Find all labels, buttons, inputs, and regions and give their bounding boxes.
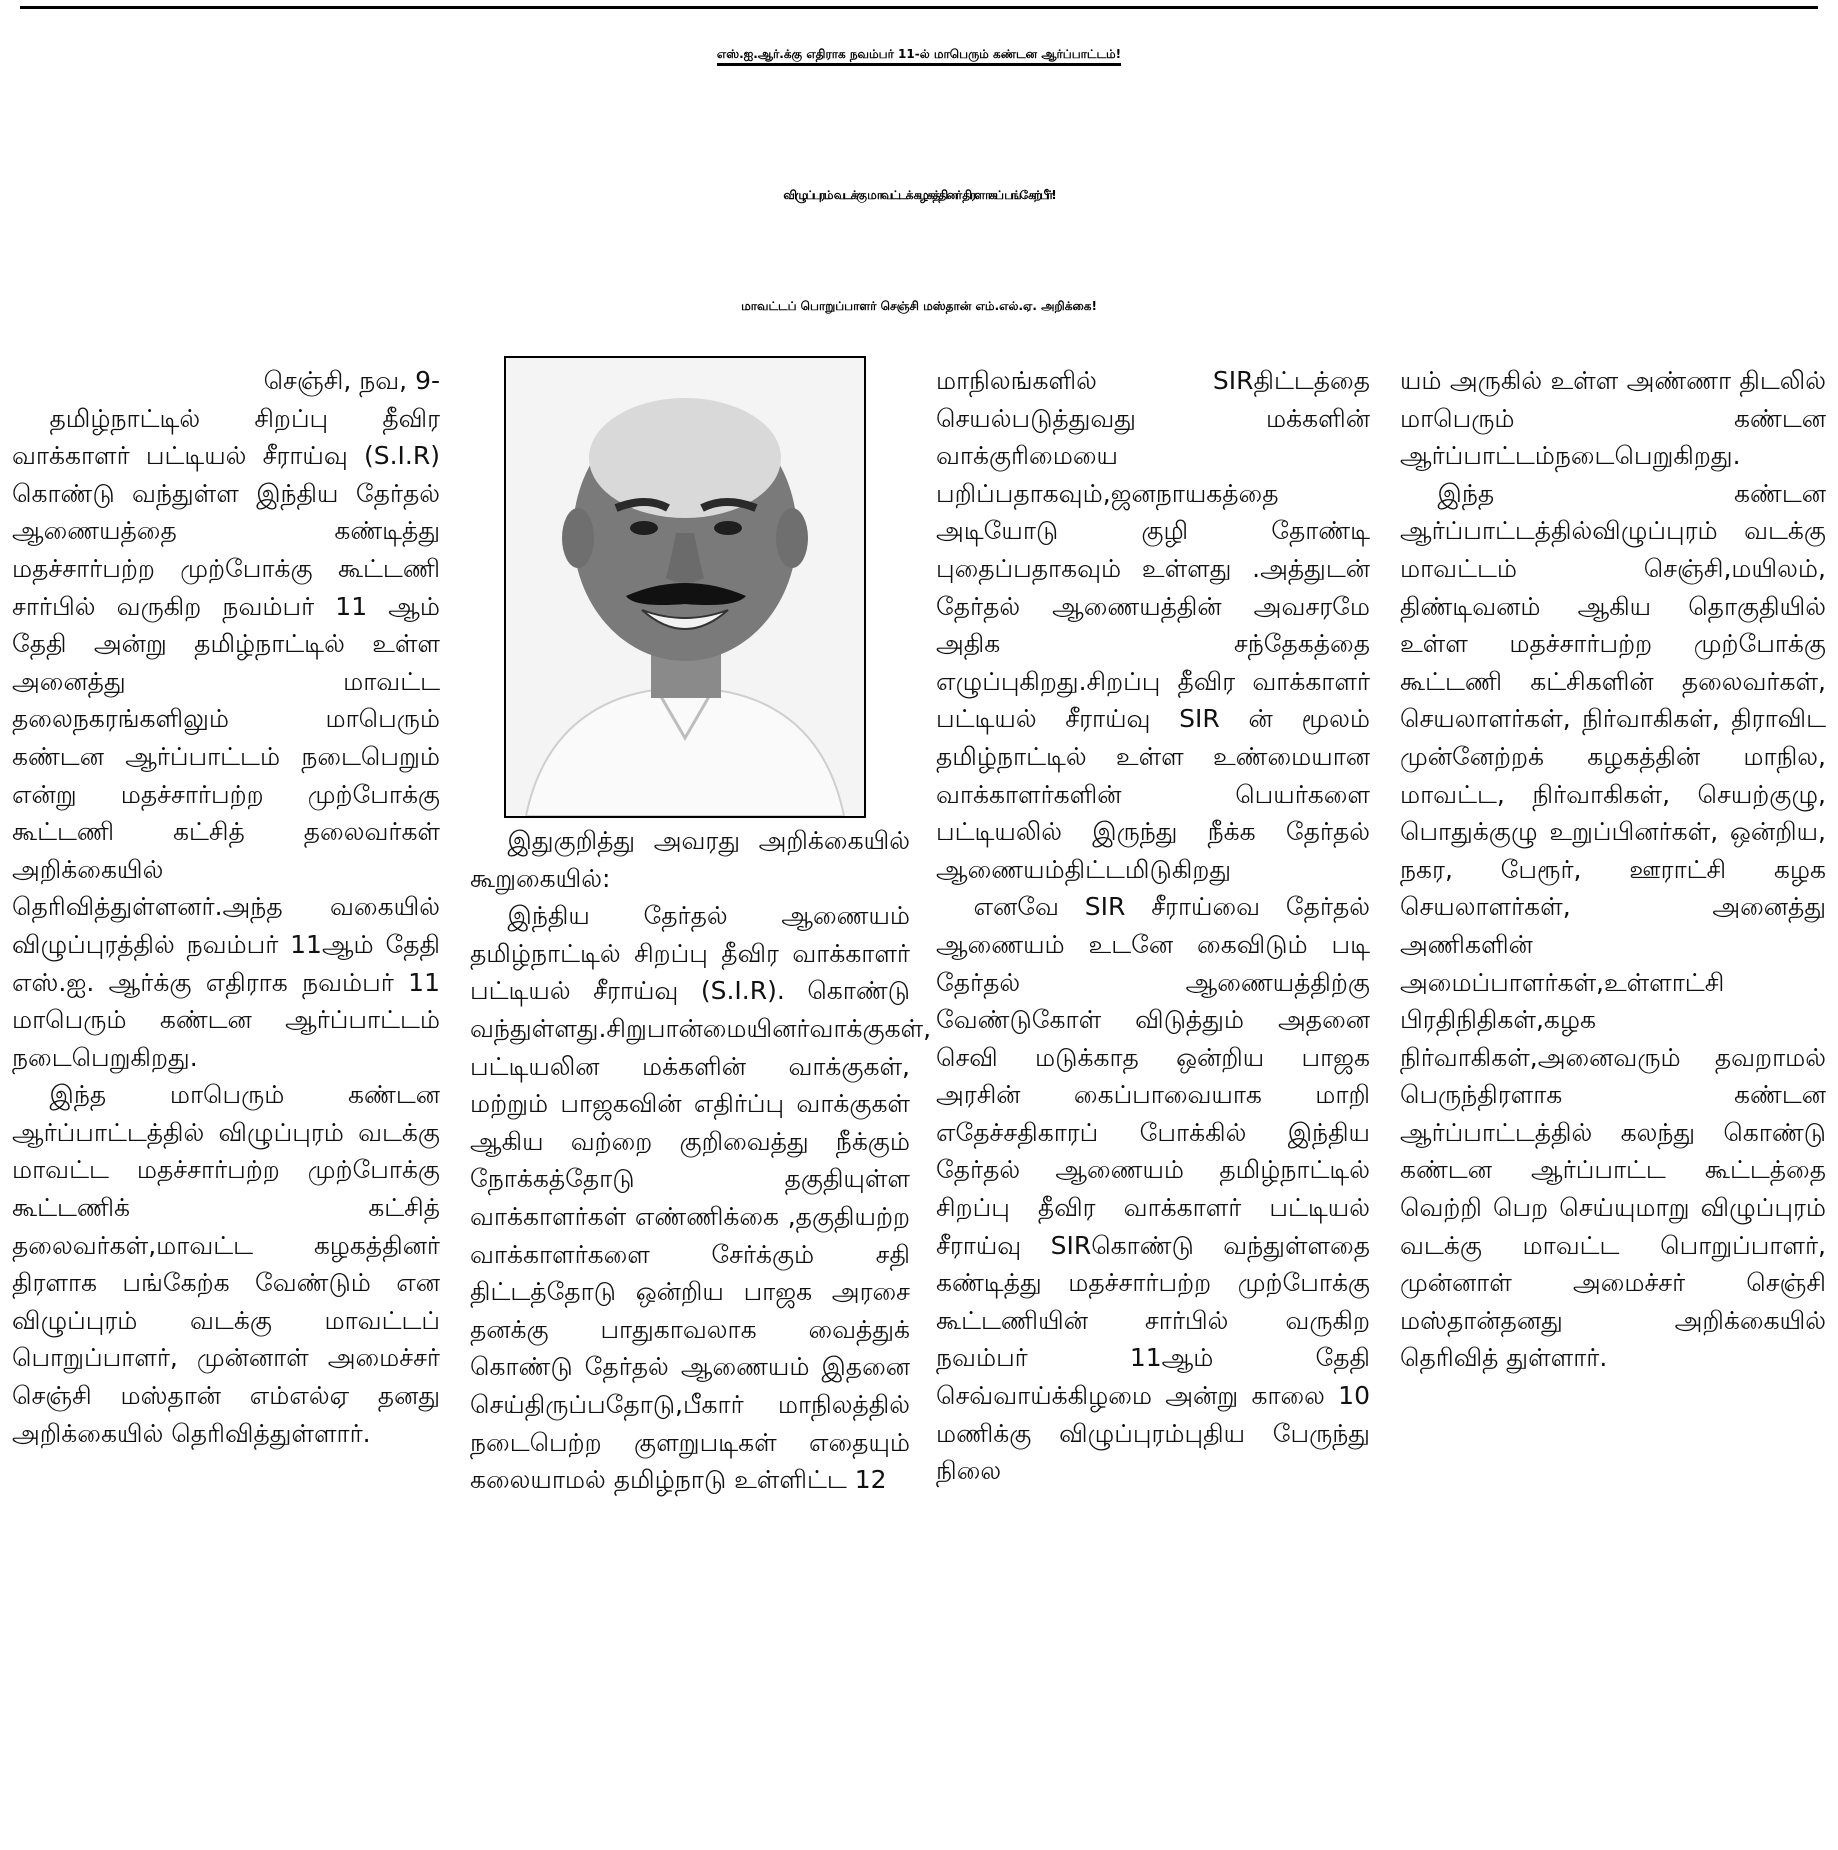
- main-headline: விழுப்புரம் வடக்கு மாவட்டக் கழகத்தினர் திரளாகப் பங்கேற்பீர்!: [783, 188, 1055, 202]
- kicker-headline: [0, 18, 1838, 90]
- sub-headline: மாவட்டப் பொறுப்பாளர் செஞ்சி மஸ்தான் எம்.எல்.ஏ. அறிக்கை!: [741, 299, 1097, 313]
- article-column-1: [12, 362, 440, 1452]
- top-rule: [20, 6, 1818, 9]
- paragraph: எனவே SIR சீராய்வை தேர்தல் ஆணையம் உடனே கைவிடும் படி தேர்தல் ஆணையத்திற்கு வேண்டுகோள் விடுத்தும் அதனை செவி மடுக்காத ஒன்றிய பாஜக அரசின் கைப்பாவையாக மாறி எதேச்சதிகாரப் போக்கில் இந்திய தேர்தல் ஆணையம் தமிழ்நாட்டில் சிறப்பு தீவிர வாக்காளர் பட்டியல் சீராய்வு SIRகொண்டு வந்துள்ளதை கண்டித்து மதச்சார்பற்ற முற்போக்கு கூட்டணியின் சார்பில் வருகிற நவம்பர் 11ஆம் தேதி செவ்வாய்க்கிழமை அன்று காலை 10 மணிக்கு விழுப்புரம்புதிய பேருந்து நிலை: [936, 892, 1370, 1486]
- portrait-illustration: [506, 358, 864, 816]
- article-column-4: [1400, 362, 1826, 1377]
- kicker-text: எஸ்.ஐ.ஆர்.க்கு எதிராக நவம்பர் 11-ல் மாபெரும் கண்டன ஆர்ப்பாட்டம்!: [717, 47, 1121, 66]
- paragraph: மாநிலங்களில் SIRதிட்டத்தை செயல்படுத்துவது மக்களின் வாக்குரிமையை பறிப்பதாகவும்,ஜனநாயகத்தை அடியோடு குழி தோண்டி புதைப்பதாகவும் உள்ளது .அத்துடன் தேர்தல் ஆணையத்தின் அவசரமே அதிக சந்தேகத்தை எழுப்புகிறது.சிறப்பு தீவிர வாக்காளர் பட்டியல் சீராய்வு SIR ன் மூலம் தமிழ்நாட்டில் உள்ள உண்மையான வாக்காளர்களின் பெயர்களை பட்டியலில் இருந்து நீக்க தேர்தல் ஆணையம்திட்டமிடுகிறது: [936, 366, 1370, 884]
- paragraph: இந்திய தேர்தல் ஆணையம் தமிழ்நாட்டில் சிறப்பு தீவிர வாக்காளர் பட்டியல் சீராய்வு (S.I.R). கொண்டு வந்துள்ளது.சிறுபான்மையினர்வாக்குகள், பட்டியலின மக்களின் வாக்குகள், மற்றும் பாஜகவின் எதிர்ப்பு வாக்குகள் ஆகிய வற்றை குறிவைத்து நீக்கும் நோக்கத்தோடு தகுதியுள்ள வாக்காளர்கள் எண்ணிக்கை ,தகுதியற்ற வாக்காளர்களை சேர்க்கும் சதி திட்டத்தோடு ஒன்றிய பாஜக அரசை தனக்கு பாதுகாவலாக வைத்துக் கொண்டு தேர்தல் ஆணையம் இதனை செய்திருப்பதோடு,பீகார் மாநிலத்தில் நடைபெற்ற குளறுபடிகள் எதையும் கலையாமல் தமிழ்நாடு உள்ளிட்ட 12: [470, 901, 932, 1495]
- paragraph: இதுகுறித்து அவரது அறிக்கையில் கூறுகையில்:: [470, 826, 910, 893]
- portrait-photo: [504, 356, 866, 818]
- article-column-2: [470, 822, 932, 1499]
- paragraph: இந்த கண்டன ஆர்ப்பாட்டத்தில்விழுப்புரம் வடக்கு மாவட்டம் செஞ்சி,மயிலம், திண்டிவனம் ஆகிய தொகுதியில் உள்ள மதச்சார்பற்ற முற்போக்கு கூட்டணி கட்சிகளின் தலைவர்கள், செயலாளர்கள், நிர்வாகிகள், திராவிட முன்னேற்றக் கழகத்தின் மாநில, மாவட்ட, நிர்வாகிகள், செயற்குழு, பொதுக்குழு உறுப்பினர்கள், ஒன்றிய, நகர, பேரூர், ஊராட்சி கழக செயலாளர்கள், அனைத்து அணிகளின் அமைப்பாளர்கள்,உள்ளாட்சி பிரதிநிதிகள்,கழக நிர்வாகிகள்,அனைவரும் தவறாமல் பெருந்திரளாக கண்டன ஆர்ப்பாட்டத்தில் கலந்து கொண்டு கண்டன ஆர்ப்பாட்ட கூட்டத்தை வெற்றி பெற செய்யுமாறு விழுப்புரம் வடக்கு மாவட்ட பொறுப்பாளர், முன்னாள் அமைச்சர் செஞ்சி மஸ்தான்தனது அறிக்கையில் தெரிவித் துள்ளார்.: [1400, 478, 1826, 1373]
- paragraph: யம் அருகில் உள்ள அண்ணா திடலில் மாபெரும் கண்டன ஆர்ப்பாட்டம்நடைபெறுகிறது.: [1400, 366, 1826, 471]
- paragraph: தமிழ்நாட்டில் சிறப்பு தீவிர வாக்காளர் பட்டியல் சீராய்வு (S.I.R) கொண்டு வந்துள்ள இந்திய தேர்தல் ஆணையத்தை கண்டித்து மதச்சார்பற்ற முற்போக்கு கூட்டணி சார்பில் வருகிற நவம்பர் 11 ஆம் தேதி அன்று தமிழ்நாட்டில் உள்ள அனைத்து மாவட்ட தலைநகரங்களிலும் மாபெரும் கண்டன ஆர்ப்பாட்டம் நடைபெறும் என்று மதச்சார்பற்ற முற்போக்கு கூட்டணி கட்சித் தலைவர்கள் அறிக்கையில் தெரிவித்துள்ளனர்.அந்த வகையில் விழுப்புரத்தில் நவம்பர் 11ஆம் தேதி எஸ்.ஐ. ஆர்க்கு எதிராக நவம்பர் 11 மாபெரும் கண்டன ஆர்ப்பாட்டம் நடைபெறுகிறது.: [12, 403, 440, 1072]
- article-column-3: [936, 362, 1370, 1490]
- paragraph: இந்த மாபெரும் கண்டன ஆர்ப்பாட்டத்தில் விழுப்புரம் வடக்கு மாவட்ட மதச்சார்பற்ற முற்போக்கு கூட்டணிக் கட்சித் தலைவர்கள்,மாவட்ட கழகத்தினர் திரளாக பங்கேற்க வேண்டும் என விழுப்புரம் வடக்கு மாவட்டப் பொறுப்பாளர், முன்னாள் அமைச்சர் செஞ்சி மஸ்தான் எம்எல்ஏ தனது அறிக்கையில் தெரிவித்துள்ளார்.: [12, 1080, 440, 1448]
- dateline: செஞ்சி, நவ, 9-: [263, 366, 440, 395]
